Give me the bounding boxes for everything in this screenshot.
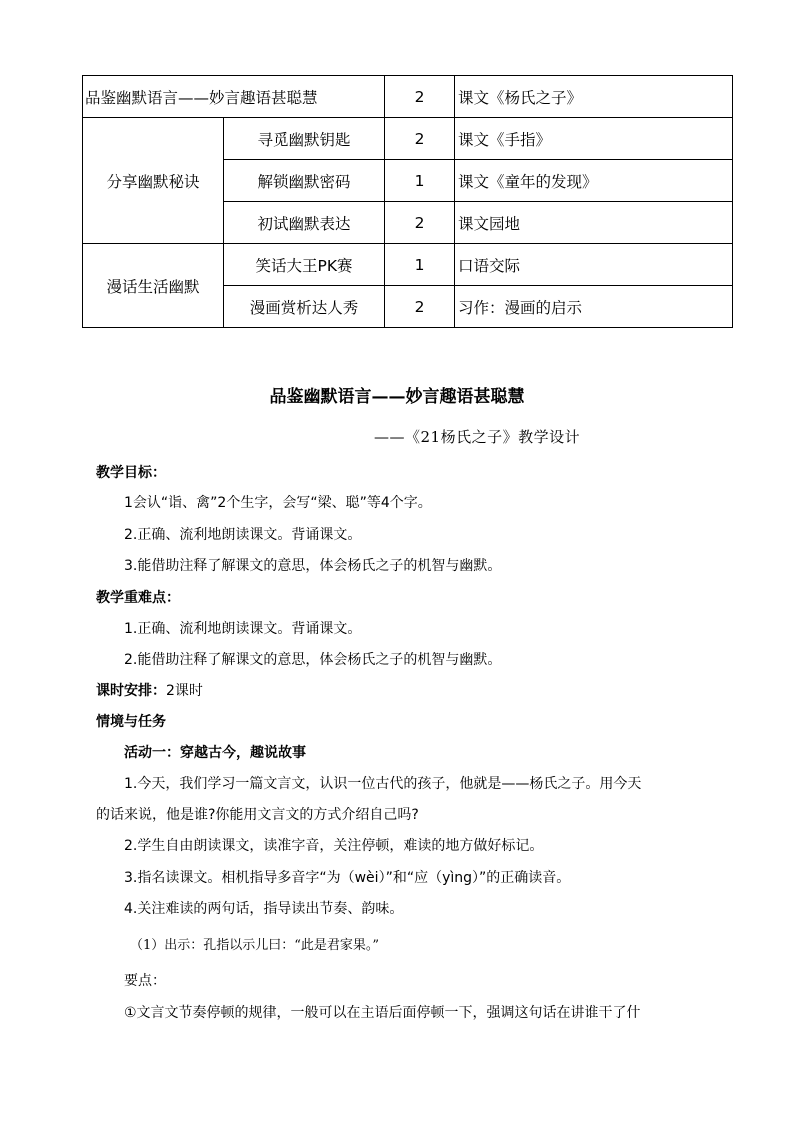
show-line: （1）出示：孔指以示儿曰：“此是君家果。” <box>130 938 380 953</box>
table-cell-main: 品鉴幽默语言——妙言趣语甚聪慧 <box>83 76 385 118</box>
table-cell-content: 课文园地 <box>455 202 733 244</box>
point-line: ①文言文节奏停顿的规律，一般可以在主语后面停顿一下，强调这句话在讲谁干了什 <box>124 1005 641 1021</box>
table-cell-sub: 初试幽默表达 <box>224 202 385 244</box>
table-row <box>83 244 733 286</box>
hours-label: 课时安排： <box>96 683 166 699</box>
step-line: 4.关注难读的两句话，指导读出节奏、韵味。 <box>124 901 404 917</box>
table-cell-content: 课文《童年的发现》 <box>455 160 733 202</box>
table-cell-main: 分享幽默秘诀 <box>83 118 224 244</box>
points-label: 要点： <box>124 973 166 989</box>
step-line: 2.学生自由朗读课文，读准字音，关注停顿，难读的地方做好标记。 <box>124 838 544 854</box>
page-title: 品鉴幽默语言——妙言趣语甚聪慧 <box>269 387 525 407</box>
key-point-item: 1.正确、流利地朗读课文。背诵课文。 <box>124 621 362 637</box>
table-cell-content: 口语交际 <box>455 244 733 286</box>
table-cell-content: 课文《手指》 <box>455 118 733 160</box>
table-cell-sub: 漫画赏析达人秀 <box>224 286 385 328</box>
table-row <box>83 118 733 160</box>
table-cell-sub: 寻觅幽默钥匙 <box>224 118 385 160</box>
key-point-item: 2.能借助注释了解课文的意思，体会杨氏之子的机智与幽默。 <box>124 652 502 668</box>
table-cell-main: 漫话生活幽默 <box>83 244 224 328</box>
goal-item: 1会认“诣、禽”2个生字，会写“梁、聪”等4个字。 <box>124 495 432 511</box>
table-cell-hours: 1 <box>385 160 455 202</box>
goals-heading: 教学目标： <box>96 465 166 481</box>
step-line: 1.今天，我们学习一篇文言文，认识一位古代的孩子，他就是——杨氏之子。用今天 <box>124 776 642 792</box>
table-row <box>83 76 733 118</box>
table-cell-hours: 2 <box>385 76 455 118</box>
lesson-plan-table <box>82 75 733 328</box>
hours-value: 2课时 <box>166 683 203 699</box>
goal-item: 2.正确、流利地朗读课文。背诵课文。 <box>124 527 362 543</box>
step-line: 3.指名读课文。相机指导多音字“为（wèi）”和“应（yìng）”的正确读音。 <box>124 870 571 886</box>
table-cell-sub: 笑话大王PK赛 <box>224 244 385 286</box>
activity-heading: 活动一：穿越古今，趣说故事 <box>124 745 306 761</box>
situation-heading: 情境与任务 <box>96 714 166 730</box>
hours-line <box>96 680 203 700</box>
table-cell-sub: 解锁幽默密码 <box>224 160 385 202</box>
table-cell-content: 课文《杨氏之子》 <box>455 76 733 118</box>
key-points-heading: 教学重难点： <box>96 590 180 606</box>
page-subtitle: ——《21杨氏之子》教学设计 <box>374 428 581 446</box>
goal-item: 3.能借助注释了解课文的意思，体会杨氏之子的机智与幽默。 <box>124 558 502 574</box>
table-cell-hours: 2 <box>385 286 455 328</box>
table-cell-content: 习作：漫画的启示 <box>455 286 733 328</box>
table-cell-hours: 2 <box>385 202 455 244</box>
table-cell-hours: 1 <box>385 244 455 286</box>
table-cell-hours: 2 <box>385 118 455 160</box>
step-line: 的话来说，他是谁?你能用文言文的方式介绍自己吗? <box>96 807 419 823</box>
